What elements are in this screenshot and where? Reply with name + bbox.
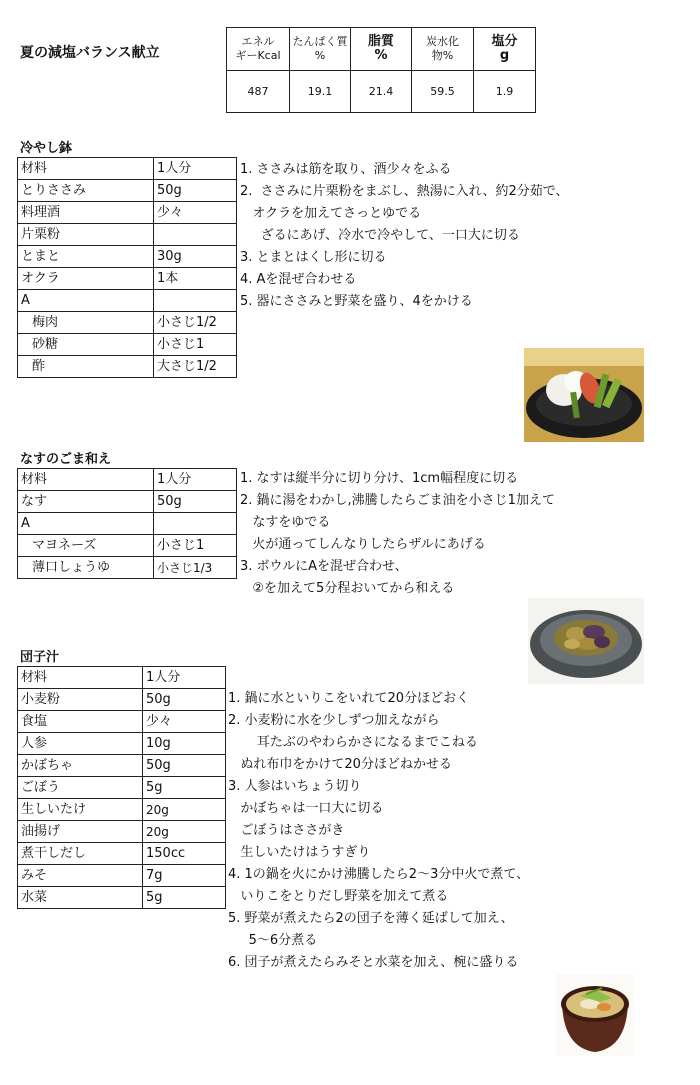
table-row xyxy=(18,312,237,334)
ingredient-name: 材料 xyxy=(18,469,154,491)
ingredient-name: 食塩 xyxy=(18,711,143,733)
table-row xyxy=(18,180,237,202)
ingredient-name: 水菜 xyxy=(18,887,143,909)
ingredient-name: 酢 xyxy=(18,356,154,378)
recipe-title-nasu: なすのごま和え xyxy=(20,452,112,467)
ingredient-amount: 10g xyxy=(143,733,226,755)
table-row xyxy=(18,334,237,356)
nutrition-table xyxy=(226,27,536,113)
step-line: 3. 人参はいちょう切り xyxy=(228,779,362,794)
ingredient-amount xyxy=(154,513,237,535)
ingredient-amount: 小さじ1/2 xyxy=(154,312,237,334)
ingredient-amount: 150cc xyxy=(143,843,226,865)
ingredient-name: 小麦粉 xyxy=(18,689,143,711)
ingredient-amount: 50g xyxy=(143,755,226,777)
step-line: 2. 小麦粉に水を少しずつ加えながら xyxy=(228,713,440,728)
ingredient-amount: 1人分 xyxy=(143,667,226,689)
ingredient-amount: 50g xyxy=(143,689,226,711)
ingredient-amount: 小さじ1 xyxy=(154,334,237,356)
hiyashibachi-photo xyxy=(524,348,644,442)
ingredient-amount: 50g xyxy=(154,180,237,202)
table-row xyxy=(18,224,237,246)
ingredient-name: 材料 xyxy=(18,158,154,180)
ingredient-table-nasu xyxy=(17,468,237,579)
ingredient-name: 片栗粉 xyxy=(18,224,154,246)
steps-dango-jiru xyxy=(228,688,529,974)
table-row xyxy=(18,711,226,733)
ingredient-name: とまと xyxy=(18,246,154,268)
table-row xyxy=(18,733,226,755)
ingredient-name: 煮干しだし xyxy=(18,843,143,865)
ingredient-name: なす xyxy=(18,491,154,513)
table-row xyxy=(18,290,237,312)
step-line: 2. ささみに片栗粉をまぶし、熱湯に入れ、約2分茹で、 xyxy=(240,184,569,199)
nutrition-header-salt: 塩分 g xyxy=(474,28,536,71)
table-row xyxy=(18,667,226,689)
step-line: なすをゆでる xyxy=(240,515,331,530)
step-line: 1. 鍋に水といりこをいれて20分ほどおく xyxy=(228,691,470,706)
table-row xyxy=(18,887,226,909)
nasu-photo xyxy=(528,598,644,684)
ingredient-name: みそ xyxy=(18,865,143,887)
ingredient-name: 人参 xyxy=(18,733,143,755)
ingredient-amount: 少々 xyxy=(143,711,226,733)
nutrition-header-fat: 脂質 % xyxy=(351,28,412,71)
dango-jiru-photo xyxy=(556,974,634,1056)
step-line: 4. 1の鍋を火にかけ沸騰したら2～3分中火で煮て、 xyxy=(228,867,530,882)
step-line: 生しいたけはうすぎり xyxy=(228,845,371,860)
step-line: 5. 野菜が煮えたら2の団子を薄く延ばして加え、 xyxy=(228,911,514,926)
nutrition-header-protein: たんぱく質 % xyxy=(290,28,351,71)
step-line: 4. Aを混ぜ合わせる xyxy=(240,272,357,287)
step-line: ②を加えて5分程おいてから和える xyxy=(240,581,455,596)
ingredient-name: かぼちゃ xyxy=(18,755,143,777)
ingredient-amount: 小さじ1/3 xyxy=(154,557,237,579)
nutrition-header-carbs: 炭水化 物% xyxy=(412,28,474,71)
ingredient-table-dango-jiru xyxy=(17,666,226,909)
step-line: 3. ボウルにAを混ぜ合わせ、 xyxy=(240,559,408,574)
table-row xyxy=(18,491,237,513)
ingredient-amount: 50g xyxy=(154,491,237,513)
ingredient-amount: 1人分 xyxy=(154,469,237,491)
ingredient-amount: 7g xyxy=(143,865,226,887)
ingredient-amount xyxy=(154,224,237,246)
step-line: 6. 団子が煮えたらみそと水菜を加え、椀に盛りる xyxy=(228,955,519,970)
nutrition-value-carbs: 59.5 xyxy=(412,71,474,113)
ingredient-amount: 少々 xyxy=(154,202,237,224)
nutrition-value-protein: 19.1 xyxy=(290,71,351,113)
ingredient-name: 油揚げ xyxy=(18,821,143,843)
step-line: 2. 鍋に湯をわかし,沸騰したらごま油を小さじ1加えて xyxy=(240,493,555,508)
nutrition-value-energy: 487 xyxy=(227,71,290,113)
step-line: ぬれ布巾をかけて20分ほどねかせる xyxy=(228,757,452,772)
step-line: 火が通ってしんなりしたらザルにあげる xyxy=(240,537,486,552)
nutrition-value-fat: 21.4 xyxy=(351,71,412,113)
table-row xyxy=(18,689,226,711)
ingredient-amount: 5g xyxy=(143,887,226,909)
ingredient-name: ごぼう xyxy=(18,777,143,799)
page-title: 夏の減塩バランス献立 xyxy=(20,45,160,61)
table-row xyxy=(18,843,226,865)
nutrition-value-salt: 1.9 xyxy=(474,71,536,113)
table-row xyxy=(18,158,237,180)
step-line: 1. ささみは筋を取り、酒少々をふる xyxy=(240,162,452,177)
step-line: ごぼうはささがき xyxy=(228,823,345,838)
ingredient-amount: 1本 xyxy=(154,268,237,290)
table-row xyxy=(18,557,237,579)
recipe-title-hiyashibachi: 冷やし鉢 xyxy=(20,141,73,156)
step-line: ざるにあげ、冷水で冷やして、一口大に切る xyxy=(240,228,520,243)
ingredient-name: 薄口しょうゆ xyxy=(18,557,154,579)
ingredient-name: 料理酒 xyxy=(18,202,154,224)
ingredient-name: 生しいたけ xyxy=(18,799,143,821)
step-line: かぼちゃは一口大に切る xyxy=(228,801,384,816)
ingredient-name: 梅肉 xyxy=(18,312,154,334)
steps-hiyashibachi xyxy=(240,159,568,313)
ingredient-name: オクラ xyxy=(18,268,154,290)
ingredient-amount: 1人分 xyxy=(154,158,237,180)
table-row xyxy=(18,202,237,224)
table-row xyxy=(18,535,237,557)
ingredient-name: 材料 xyxy=(18,667,143,689)
table-row xyxy=(18,469,237,491)
ingredient-name: A xyxy=(18,513,154,535)
recipe-title-dango-jiru: 団子汁 xyxy=(20,650,60,665)
ingredient-amount xyxy=(154,290,237,312)
table-row xyxy=(18,246,237,268)
ingredient-name: マヨネーズ xyxy=(18,535,154,557)
ingredient-amount: 小さじ1 xyxy=(154,535,237,557)
step-line: 耳たぶのやわらかさになるまでこねる xyxy=(228,735,478,750)
ingredient-amount: 大さじ1/2 xyxy=(154,356,237,378)
table-row xyxy=(18,865,226,887)
step-line: 1. なすは縦半分に切り分け、1cm幅程度に切る xyxy=(240,471,519,486)
ingredient-name: とりささみ xyxy=(18,180,154,202)
ingredient-amount: 20g xyxy=(143,821,226,843)
table-row xyxy=(18,356,237,378)
nutrition-header-energy: エネル ギーKcal xyxy=(227,28,290,71)
table-row xyxy=(18,755,226,777)
ingredient-name: A xyxy=(18,290,154,312)
table-row xyxy=(18,799,226,821)
ingredient-amount: 20g xyxy=(143,799,226,821)
table-row xyxy=(18,268,237,290)
step-line: 3. とまとはくし形に切る xyxy=(240,250,387,265)
table-row xyxy=(18,777,226,799)
ingredient-name: 砂糖 xyxy=(18,334,154,356)
ingredient-table-hiyashibachi xyxy=(17,157,237,378)
step-line: オクラを加えてさっとゆでる xyxy=(240,206,422,221)
steps-nasu xyxy=(240,468,555,600)
step-line: いりこをとりだし野菜を加えて煮る xyxy=(228,889,449,904)
step-line: 5. 器にささみと野菜を盛り、4をかける xyxy=(240,294,473,309)
ingredient-amount: 5g xyxy=(143,777,226,799)
step-line: 5～6分煮る xyxy=(228,933,318,948)
table-row xyxy=(18,821,226,843)
ingredient-amount: 30g xyxy=(154,246,237,268)
table-row xyxy=(18,513,237,535)
